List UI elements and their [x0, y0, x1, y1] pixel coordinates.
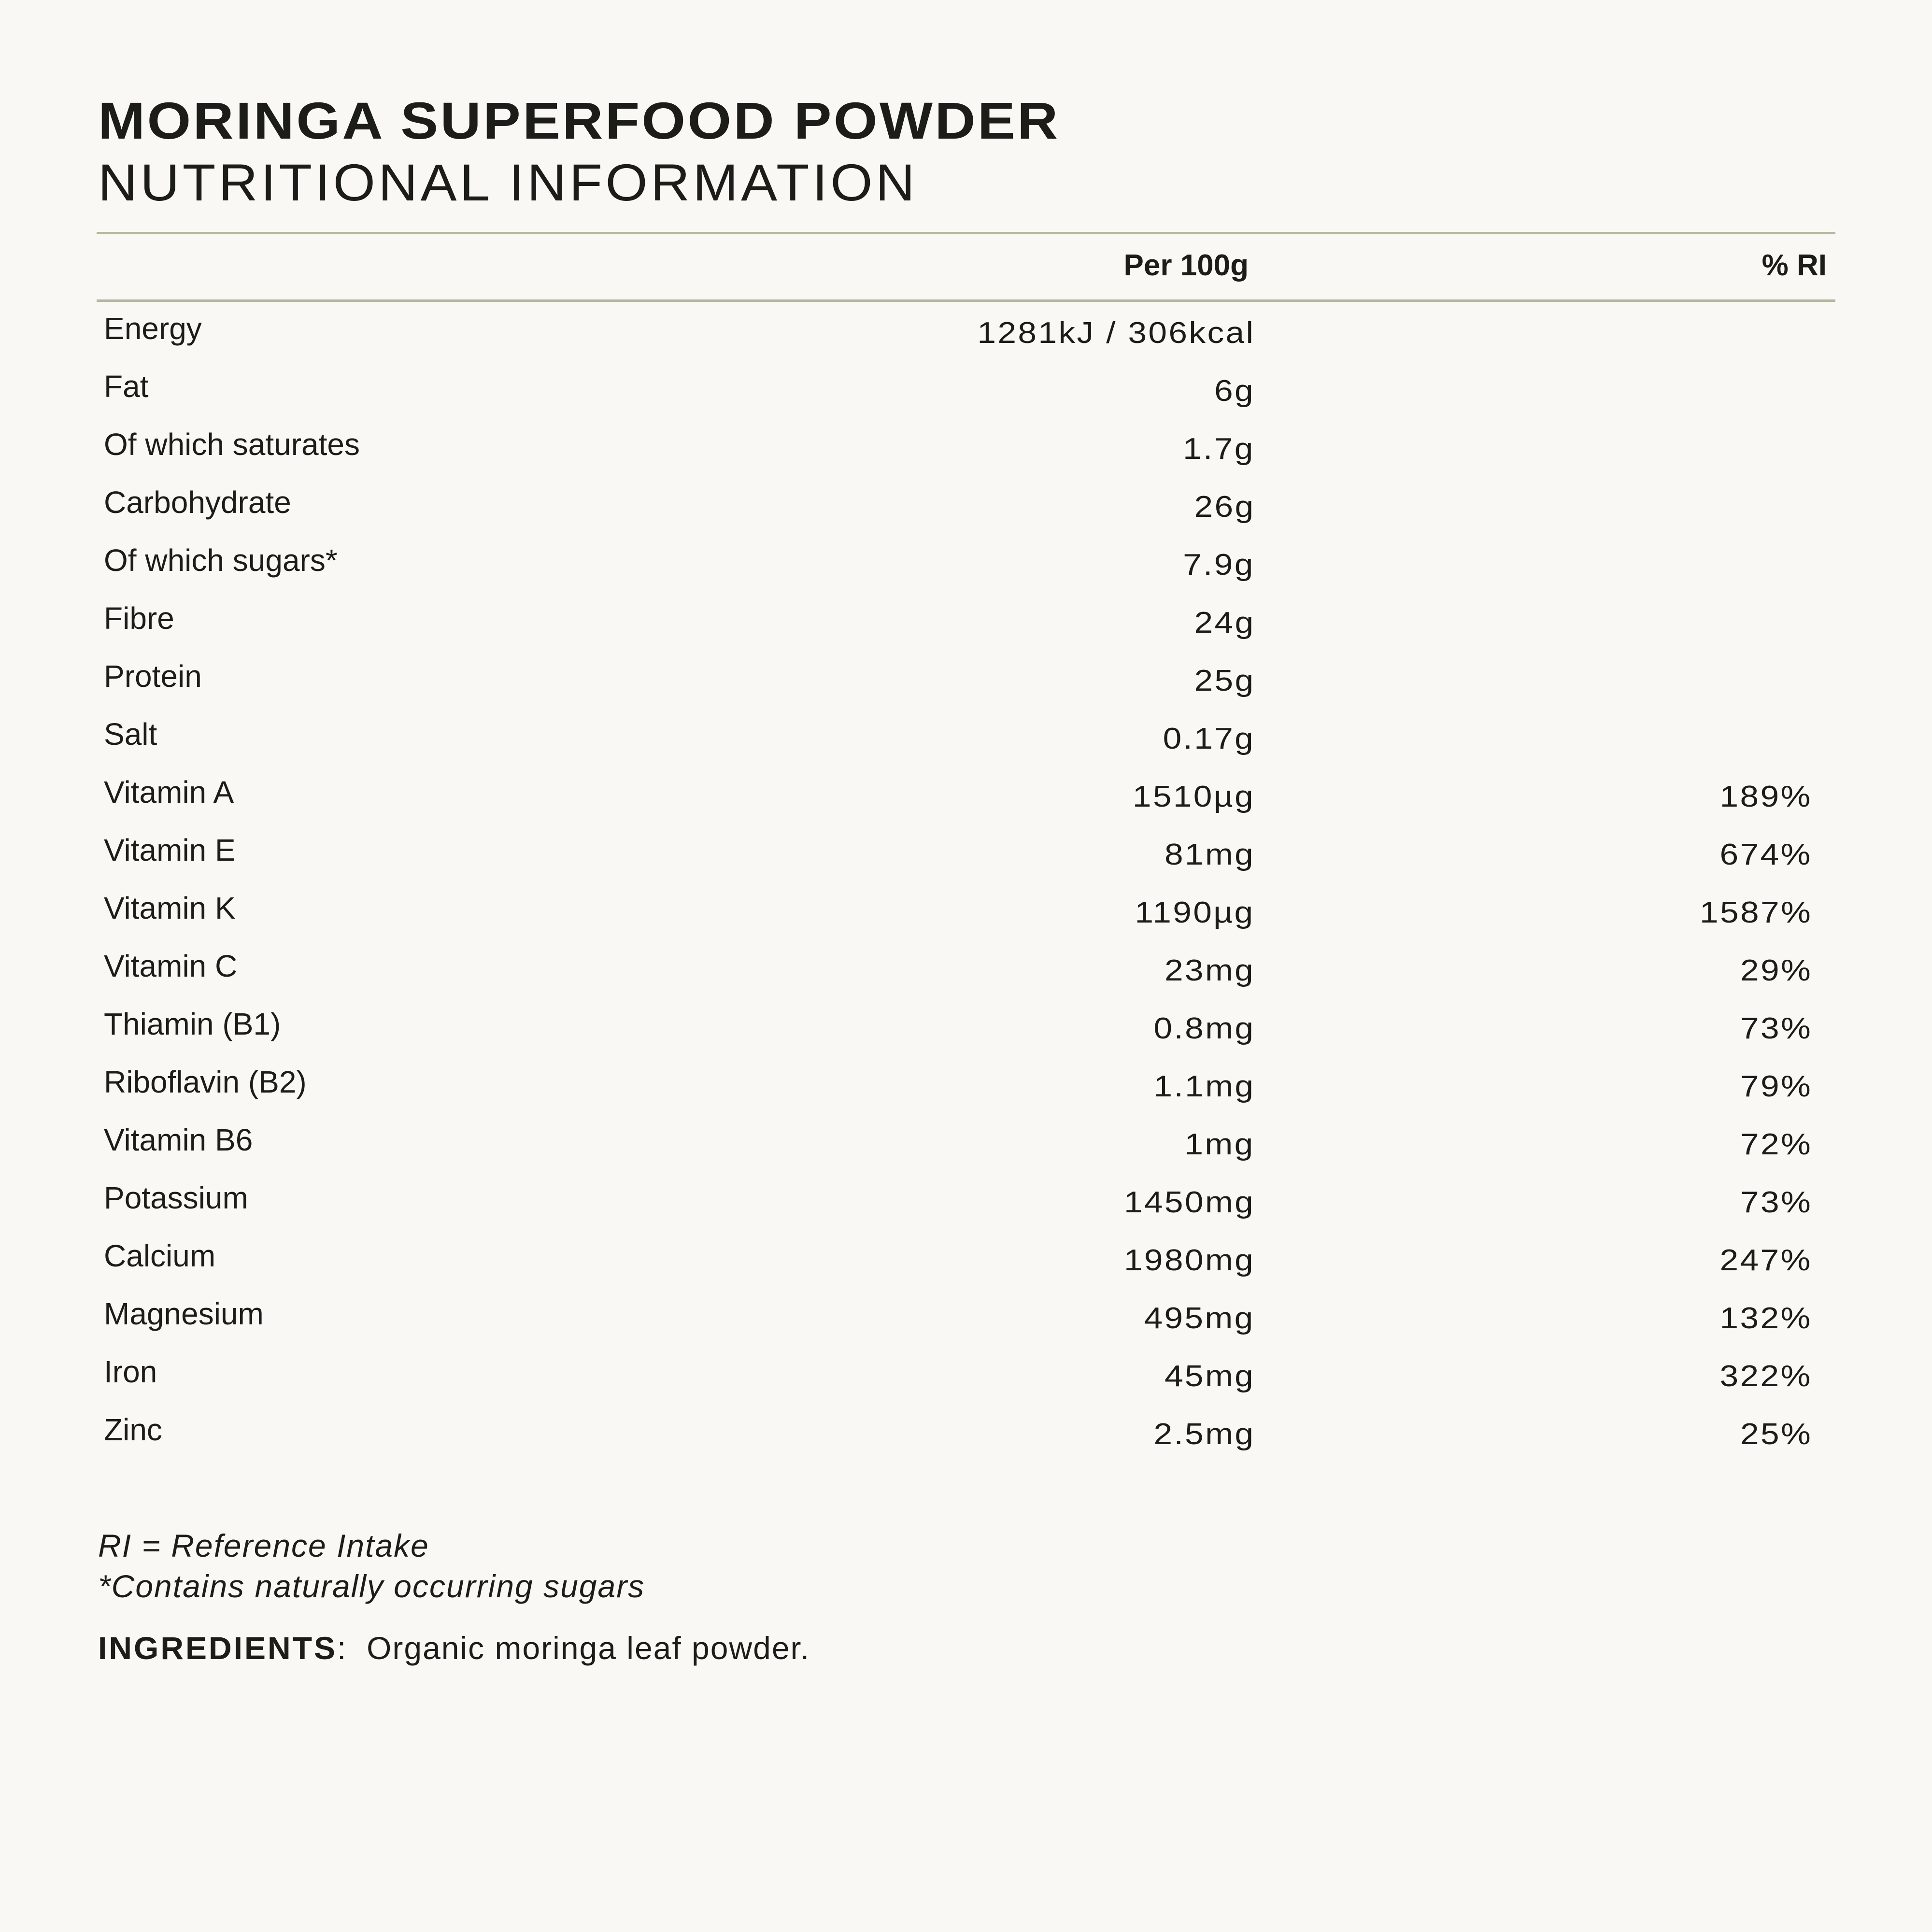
nutrient-ri: 1587% [1699, 896, 1812, 929]
naturally-occurring-sugars-note: *Contains naturally occurring sugars [98, 1568, 645, 1604]
nutrient-name: Riboflavin (B2) [104, 1065, 307, 1099]
nutrient-amount: 0.8mg [1153, 1012, 1255, 1045]
table-row [0, 1294, 1932, 1352]
table-row [0, 715, 1932, 773]
ingredients-separator: : [337, 1630, 347, 1666]
table-row [0, 773, 1932, 831]
nutrient-ri: 73% [1740, 1186, 1812, 1219]
table-row [0, 1236, 1932, 1294]
nutrient-amount: 0.17g [1163, 722, 1255, 755]
nutrient-amount: 2.5mg [1153, 1418, 1255, 1451]
nutrient-amount: 81mg [1164, 838, 1255, 871]
nutrient-name: Vitamin E [104, 833, 236, 867]
nutrient-amount: 1190µg [1135, 896, 1255, 929]
nutrient-name: Vitamin A [104, 775, 234, 810]
nutrient-name: Of which sugars* [104, 543, 338, 578]
nutrient-amount: 6g [1214, 374, 1255, 408]
nutrient-ri: 189% [1719, 780, 1812, 813]
table-row [0, 541, 1932, 599]
nutrient-amount: 1450mg [1123, 1186, 1255, 1219]
nutrient-name: Magnesium [104, 1296, 264, 1331]
nutrient-amount: 24g [1194, 606, 1255, 639]
ingredients-text: Organic moringa leaf powder. [367, 1630, 810, 1666]
table-row [0, 831, 1932, 889]
nutrient-amount: 1510µg [1132, 780, 1255, 813]
nutrient-ri: 322% [1719, 1360, 1812, 1393]
nutrient-name: Calcium [104, 1238, 216, 1273]
table-row [0, 483, 1932, 541]
nutrient-amount: 1.1mg [1153, 1070, 1255, 1103]
nutrient-ri: 29% [1740, 954, 1812, 987]
nutrient-name: Thiamin (B1) [104, 1007, 281, 1041]
nutrient-name: Carbohydrate [104, 485, 291, 520]
ingredients-label: INGREDIENTS [98, 1630, 338, 1666]
table-top-rule [97, 232, 1835, 234]
nutrient-amount: 1980mg [1123, 1244, 1255, 1277]
nutrient-name: Vitamin B6 [104, 1122, 253, 1157]
nutrient-amount: 1mg [1184, 1128, 1255, 1161]
nutrient-amount: 1281kJ / 306kcal [977, 316, 1255, 350]
table-row [0, 1121, 1932, 1179]
table-row [0, 657, 1932, 715]
nutrient-ri: 73% [1740, 1012, 1812, 1045]
nutrient-name: Iron [104, 1354, 157, 1389]
nutrient-name: Energy [104, 311, 202, 346]
table-row [0, 1063, 1932, 1121]
nutrient-ri: 674% [1719, 838, 1812, 871]
ingredients-line [98, 1628, 810, 1668]
nutrient-name: Vitamin K [104, 891, 236, 925]
table-row [0, 367, 1932, 425]
nutrient-amount: 25g [1194, 664, 1255, 697]
column-header-per-100g: Per 100g [1123, 249, 1249, 282]
nutrition-table-body [0, 309, 1932, 1468]
table-header-rule [97, 299, 1835, 302]
nutrient-name: Protein [104, 659, 202, 694]
nutrient-name: Salt [104, 717, 157, 752]
table-row [0, 889, 1932, 947]
nutrient-amount: 495mg [1144, 1302, 1255, 1335]
nutrient-ri: 132% [1719, 1302, 1812, 1335]
nutrient-name: Zinc [104, 1412, 162, 1447]
nutrient-name: Vitamin C [104, 949, 238, 983]
table-row [0, 599, 1932, 657]
column-header-percent-ri: % RI [1762, 249, 1827, 282]
nutrient-ri: 247% [1719, 1244, 1812, 1277]
section-subtitle: NUTRITIONAL INFORMATION [98, 153, 918, 212]
table-row [0, 425, 1932, 483]
nutrient-ri: 79% [1740, 1070, 1812, 1103]
table-row [0, 309, 1932, 367]
table-row [0, 1005, 1932, 1063]
nutrient-amount: 1.7g [1183, 432, 1255, 466]
nutrient-name: Of which saturates [104, 427, 360, 462]
nutrient-amount: 45mg [1164, 1360, 1255, 1393]
nutrient-amount: 23mg [1164, 954, 1255, 987]
nutrient-amount: 7.9g [1183, 548, 1255, 582]
footnotes [98, 1525, 645, 1606]
ri-definition-note: RI = Reference Intake [98, 1528, 429, 1563]
nutrient-name: Fibre [104, 601, 174, 636]
table-row [0, 1179, 1932, 1236]
nutrient-name: Fat [104, 369, 149, 404]
nutrient-name: Potassium [104, 1180, 248, 1215]
nutrient-ri: 25% [1740, 1418, 1812, 1451]
product-title: MORINGA SUPERFOOD POWDER [98, 91, 1060, 150]
table-row [0, 1352, 1932, 1410]
nutrient-ri: 72% [1740, 1128, 1812, 1161]
nutrient-amount: 26g [1194, 490, 1255, 524]
table-row [0, 1410, 1932, 1468]
table-row [0, 947, 1932, 1005]
